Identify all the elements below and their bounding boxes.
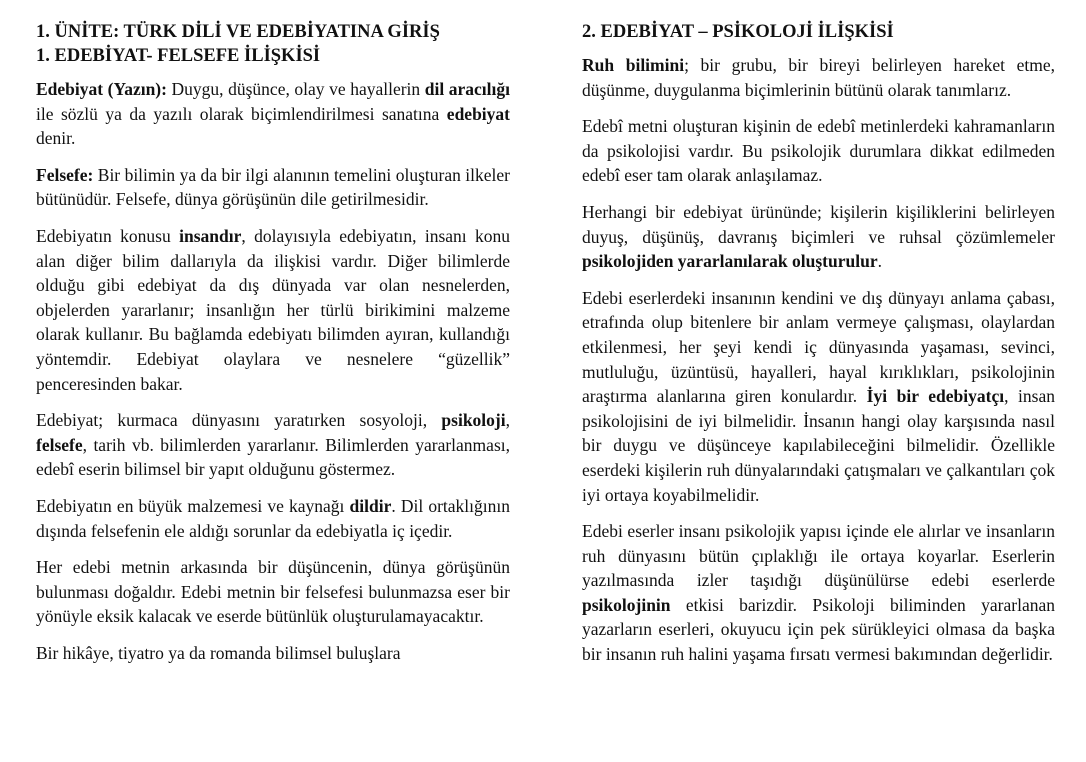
text-run: . xyxy=(877,251,882,272)
right-column xyxy=(582,20,1055,679)
text-run: etkisi barizdir. Psikoloji biliminden yararlanan yazarların eserleri, okuyucu için pek sürükleyici olmasa da başka bir insanın ruh halini yaşama fırsatı vermesi bakımından değerlidir. xyxy=(582,594,1055,665)
bold-text: edebiyat xyxy=(446,103,510,124)
right-body xyxy=(582,53,1055,667)
text-run: Edebiyatın en büyük malzemesi ve kaynağı xyxy=(36,495,350,516)
bold-text: psikoloji xyxy=(441,410,506,431)
text-run: Edebi eserlerdeki insanının kendini ve dış dünyayı anlama çabası, etrafında olup bitenlere bir anlam vermeye çalışması, olaylardan etkilenmesi, her şeyi kendi iç dünyasında yaşaması, sevinci, mutluluğu, üzüntüsü, hayalleri, hayal kırıklıkları, psikolojinin araştırma alanlarına giren konulardır. xyxy=(582,287,1055,407)
paragraph xyxy=(36,77,510,151)
left-headings xyxy=(36,20,510,68)
text-run: , xyxy=(505,410,510,431)
paragraph xyxy=(36,494,510,543)
text-run: Edebî metni oluşturan kişinin de edebî metinlerdeki kahramanların da psikolojisi vardır. Bu psikolojik durumlara dikkat edilmeden edebî eser tam olarak anlaşılamaz. xyxy=(582,116,1055,186)
bold-text: felsefe xyxy=(36,434,83,455)
text-run: , insan psikolojisini de iyi bilmelidir. İnsanın hangi olay karşısında nasıl bir duygu ve düşünceye kapılabileceğini bilmelidir. Özellikle eserdeki kişilerin ruh dünyalarındaki çatışmaları ve çalkantıları çok iyi ortaya koyabilmelidir. xyxy=(582,386,1055,505)
bold-text: Felsefe: xyxy=(36,164,94,185)
bold-text: Edebiyat (Yazın): xyxy=(36,79,167,99)
text-run: ; bir grubu, bir bireyi belirleyen hareket etme, düşünme, duygulanma biçimlerinin bütünü olarak tanımlarız. xyxy=(582,55,1055,100)
section-title-literature-psychology: 2. EDEBİYAT – PSİKOLOJİ İLİŞKİSİ xyxy=(582,22,894,42)
bold-text: insandır xyxy=(179,225,242,246)
paragraph xyxy=(36,555,510,629)
paragraph xyxy=(582,200,1055,274)
bold-text: psikolojiden yararlanılarak oluşturulur xyxy=(582,251,878,272)
text-run: Edebiyatın konusu xyxy=(36,225,180,246)
text-run: , dolayısıyla edebiyatın, insanı konu alan diğer bilim dallarıyla da ilişkisi vardır. Diğer bilimlerde olduğu gibi edebiyat da dış dünyada var olan nesnelerden, objelerden yararlanır; insanlığın her türlü birikimini malzeme olarak kullanır. Bu bağlamda edebiyatı bilimden ayıran, kullandığı yöntemdir. Edebiyat olaylara ve nesnelere “güzellik” penceresinden bakar. xyxy=(36,225,511,394)
text-run: Edebiyat; kurmaca dünyasını yaratırken sosyoloji, xyxy=(36,410,442,431)
text-run: Her edebi metnin arkasında bir düşüncenin, dünya görüşünün bulunması doğaldır. Edebi metnin bir felsefesi bulunmazsa eser bir yönüyle eksik kalacak ve eserde bütünlük oluşturulamayacaktır. xyxy=(36,557,510,627)
unit-title: 1. ÜNİTE: TÜRK DİLİ VE EDEBİYATINA GİRİŞ xyxy=(36,22,440,42)
left-body xyxy=(36,77,510,665)
text-run: , tarih vb. bilimlerden yararlanır. Bilimlerden yararlanması, edebî eserin bilimsel bir yapıt olduğunu göstermez. xyxy=(36,434,510,480)
bold-text: dildir xyxy=(349,495,392,516)
paragraph xyxy=(36,163,510,212)
text-run: Edebi eserler insanı psikolojik yapısı içinde ele alırlar ve insanların ruh dünyasını bütün çıplaklığı ile ortaya koyarlar. Eserlerin yazılmasında izler taşıdığı düşünülürse edebi eserlerde xyxy=(582,521,1055,591)
paragraph xyxy=(582,286,1055,507)
text-run: . Dil ortaklığının dışında felsefenin ele aldığı sorunlar da edebiyatla iç içedir. xyxy=(36,495,510,541)
left-column xyxy=(36,20,510,677)
paragraph xyxy=(36,408,510,482)
text-run: Herhangi bir edebiyat ürününde; kişilerin kişiliklerini belirleyen duyuş, düşünüş, davranış biçimleri ve ruhsal çözümlemeler xyxy=(582,201,1055,247)
section-title-literature-philosophy: 1. EDEBİYAT- FELSEFE İLİŞKİSİ xyxy=(36,46,321,66)
bold-text: dil aracılığı xyxy=(424,79,510,99)
text-run: Bir hikâye, tiyatro ya da romanda bilimsel buluşlara xyxy=(36,642,401,663)
bold-text: psikolojinin xyxy=(582,594,671,615)
bold-text: Ruh bilimini xyxy=(582,55,685,75)
paragraph xyxy=(36,641,510,666)
text-run: denir. xyxy=(36,128,76,149)
paragraph xyxy=(36,224,510,396)
text-run: ile sözlü ya da yazılı olarak biçimlendirilmesi sanatına xyxy=(36,103,447,124)
paragraph xyxy=(582,114,1055,188)
bold-text: İyi bir edebiyatçı xyxy=(866,386,1005,407)
right-headings xyxy=(582,20,1055,44)
text-run: Bir bilimin ya da bir ilgi alanının temelini oluşturan ilkeler bütünüdür. Felsefe, dünya görüşünün dile getirilmesidir. xyxy=(36,164,510,210)
text-run: Duygu, düşünce, olay ve hayallerin xyxy=(166,79,425,99)
paragraph xyxy=(582,519,1055,667)
paragraph xyxy=(582,53,1055,102)
